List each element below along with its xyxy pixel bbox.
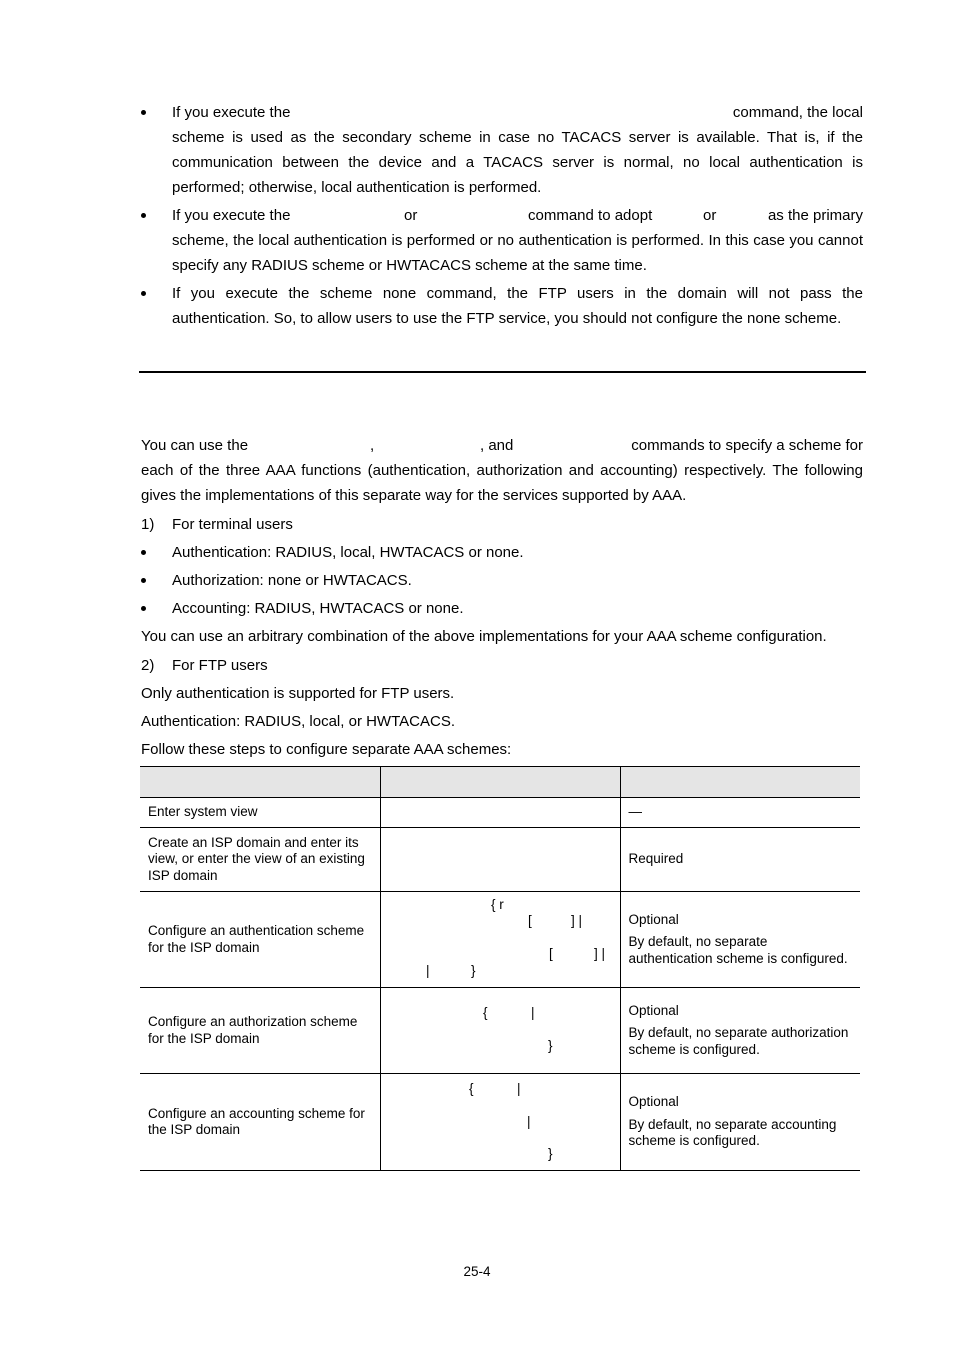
command-cell [380, 798, 620, 828]
command-fragment: | [531, 1005, 535, 1020]
remarks-cell: Optional By default, no separate authorization scheme is configured. [620, 988, 860, 1074]
command-fragment: [ [549, 946, 553, 961]
bullet-dot [141, 578, 146, 583]
remarks-cell: — [620, 798, 860, 828]
command-cell [380, 988, 620, 1074]
table-row [140, 798, 860, 828]
command-fragment: [ [528, 913, 532, 928]
bullet-dot [141, 606, 146, 611]
table-header-row [140, 767, 860, 798]
bullet-dot [141, 213, 146, 218]
remarks-cell: Optional By default, no separate accounting scheme is configured. [620, 1074, 860, 1171]
gap-line: If you execute the or command to adopt or as the primary [172, 207, 863, 224]
command-fragment: | [517, 1081, 521, 1096]
section-divider [139, 371, 866, 373]
paragraph: Only authentication is supported for FTP users. [141, 685, 455, 702]
remarks-cell: Optional By default, no separate authentication scheme is configured. [620, 892, 860, 988]
operation-cell: Create an ISP domain and enter its view, or enter the view of an existing ISP domain [148, 834, 365, 883]
gap-line: You can use the , , and commands to specify a scheme for [141, 437, 863, 454]
operation-cell: Enter system view [148, 804, 258, 820]
table-row [140, 828, 860, 892]
intro-paragraph: You can use the , , and commands to specify a scheme for each of the three AAA functions (authentication, authorization and accounting) respectively. The following gives the implementations of this separate way for the services supported by AAA. [141, 433, 863, 508]
paragraph: Authentication: RADIUS, local, or HWTACACS. [141, 713, 455, 730]
header-cell [620, 767, 860, 798]
bullet-text: If you execute the scheme none command, the FTP users in the domain will not pass the authentication. So, to allow users to use the FTP service, you should not configure the none scheme. [172, 285, 863, 327]
table-row [140, 988, 860, 1074]
table-row [140, 1074, 860, 1171]
command-fragment: } [548, 1146, 553, 1161]
command-fragment: { [483, 1005, 488, 1020]
bullet-dot [141, 110, 146, 115]
bullet-text: If you execute the or command to adopt or as the primary scheme, the local authentication is performed or no authentication is performed. In this case you cannot specify any RADIUS scheme or HWTACACS scheme at the same time. [172, 203, 863, 278]
command-fragment: } [548, 1038, 553, 1053]
operation-cell: Configure an accounting scheme for the ISP domain [148, 1105, 365, 1137]
operation-cell: Configure an authentication scheme for the ISP domain [148, 923, 365, 955]
page-number: 25-4 [463, 1264, 491, 1279]
command-fragment: | [426, 963, 430, 978]
bullet-text: If you execute the command, the local scheme is used as the secondary scheme in case no TACACS server is available. That is, if the communication between the device and a TACACS server is normal, no local authentication is performed; otherwise, local authentication is performed. [172, 100, 863, 200]
command-fragment: { r [491, 897, 504, 912]
paragraph: You can use an arbitrary combination of the above implementations for your AAA scheme configuration. [141, 628, 827, 645]
gap-line: If you execute the command, the local [172, 104, 863, 121]
paragraph: Follow these steps to configure separate AAA schemes: [141, 741, 512, 758]
steps-table [140, 766, 860, 1171]
command-fragment: ] | [571, 913, 583, 928]
bullet-dot [141, 550, 146, 555]
bullet-dot [141, 291, 146, 296]
header-cell [140, 767, 380, 798]
command-cell [380, 828, 620, 892]
command-fragment: | [527, 1114, 531, 1129]
command-fragment: } [471, 963, 476, 978]
command-fragment: ] | [594, 946, 606, 961]
command-fragment: { [469, 1081, 474, 1096]
command-cell [380, 1074, 620, 1171]
remarks-cell: Required [620, 828, 860, 892]
header-cell [380, 767, 620, 798]
operation-cell: Configure an authorization scheme for the ISP domain [148, 1014, 358, 1046]
